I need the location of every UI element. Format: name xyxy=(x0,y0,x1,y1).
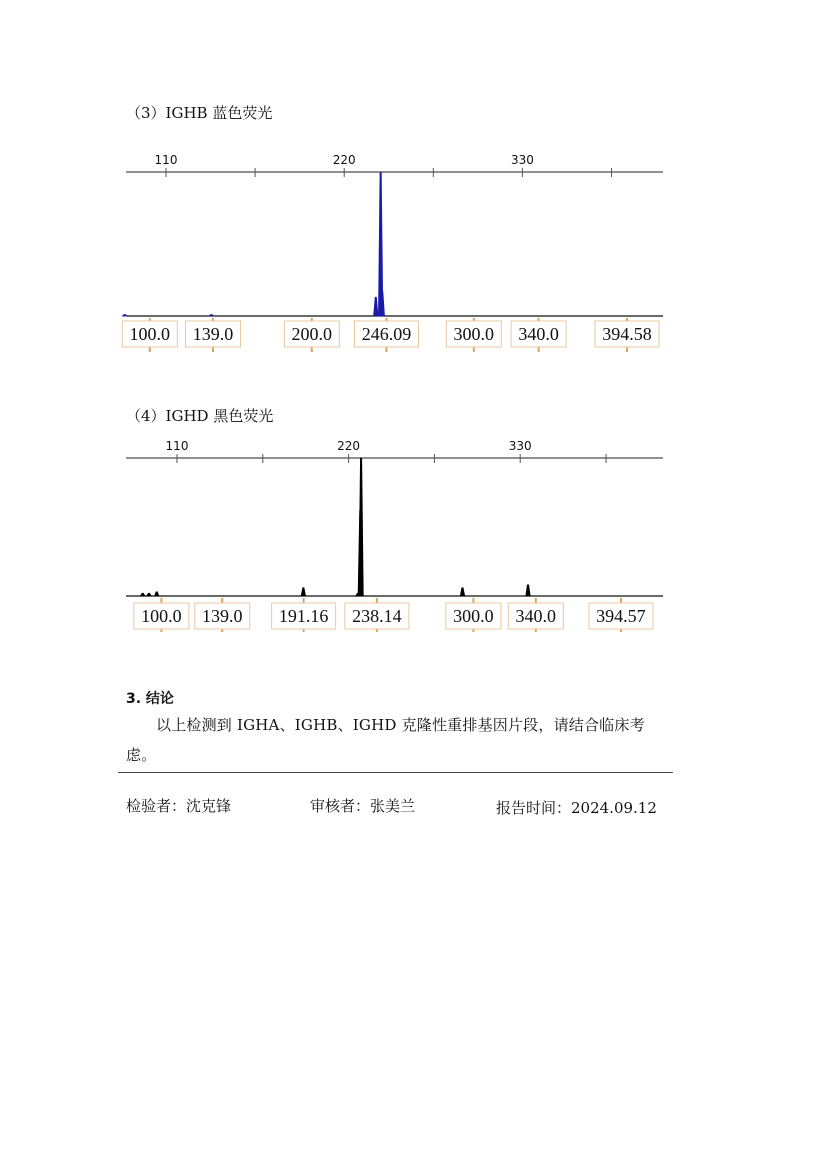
size-label: 340.0 xyxy=(518,324,559,344)
trace-peak xyxy=(460,588,464,596)
chart-title-ighd: （4）IGHD 黑色荧光 xyxy=(126,407,274,425)
size-label: 100.0 xyxy=(129,324,171,344)
trace-peak xyxy=(526,585,530,596)
trace-peak xyxy=(374,297,378,316)
trace-peak xyxy=(209,315,213,317)
size-label: 191.16 xyxy=(278,606,329,626)
size-label: 300.0 xyxy=(453,606,494,626)
conclusion-heading: 3. 结论 xyxy=(126,691,174,707)
axis-tick-label: 330 xyxy=(508,439,532,453)
trace-peak xyxy=(122,315,126,317)
conclusion-text: 以上检测到 IGHA、IGHB、IGHD 克隆性重排基因片段，请结合临床考虑。 xyxy=(126,716,645,764)
axis-tick-label: 110 xyxy=(154,153,178,167)
size-label: 300.0 xyxy=(453,324,495,344)
chart-title-ighb: （3）IGHB 蓝色荧光 xyxy=(126,104,273,122)
axis-tick-label: 330 xyxy=(510,153,534,167)
trace-peak xyxy=(301,588,305,596)
reviewer-signature: 审核者：张美兰 xyxy=(310,797,416,815)
inspector-signature: 检验者：沈克锋 xyxy=(126,797,232,815)
size-label: 238.14 xyxy=(352,606,402,626)
size-label: 394.58 xyxy=(602,324,652,344)
divider-line xyxy=(118,772,673,773)
trace-peak xyxy=(140,593,144,596)
size-label: 340.0 xyxy=(515,606,557,626)
trace-peak xyxy=(147,593,151,596)
size-label: 200.0 xyxy=(291,324,333,344)
trace-peak xyxy=(155,592,159,596)
axis-tick-label: 110 xyxy=(165,439,189,453)
size-label: 139.0 xyxy=(192,324,234,344)
size-label: 100.0 xyxy=(141,606,182,626)
axis-tick-label: 220 xyxy=(337,439,361,453)
size-label: 394.57 xyxy=(596,606,646,626)
size-label: 139.0 xyxy=(201,606,243,626)
report-time: 报告时间：2024.09.12 xyxy=(496,799,657,817)
axis-tick-label: 220 xyxy=(332,153,356,167)
size-label: 246.09 xyxy=(361,324,412,344)
trace-peak xyxy=(359,458,363,596)
